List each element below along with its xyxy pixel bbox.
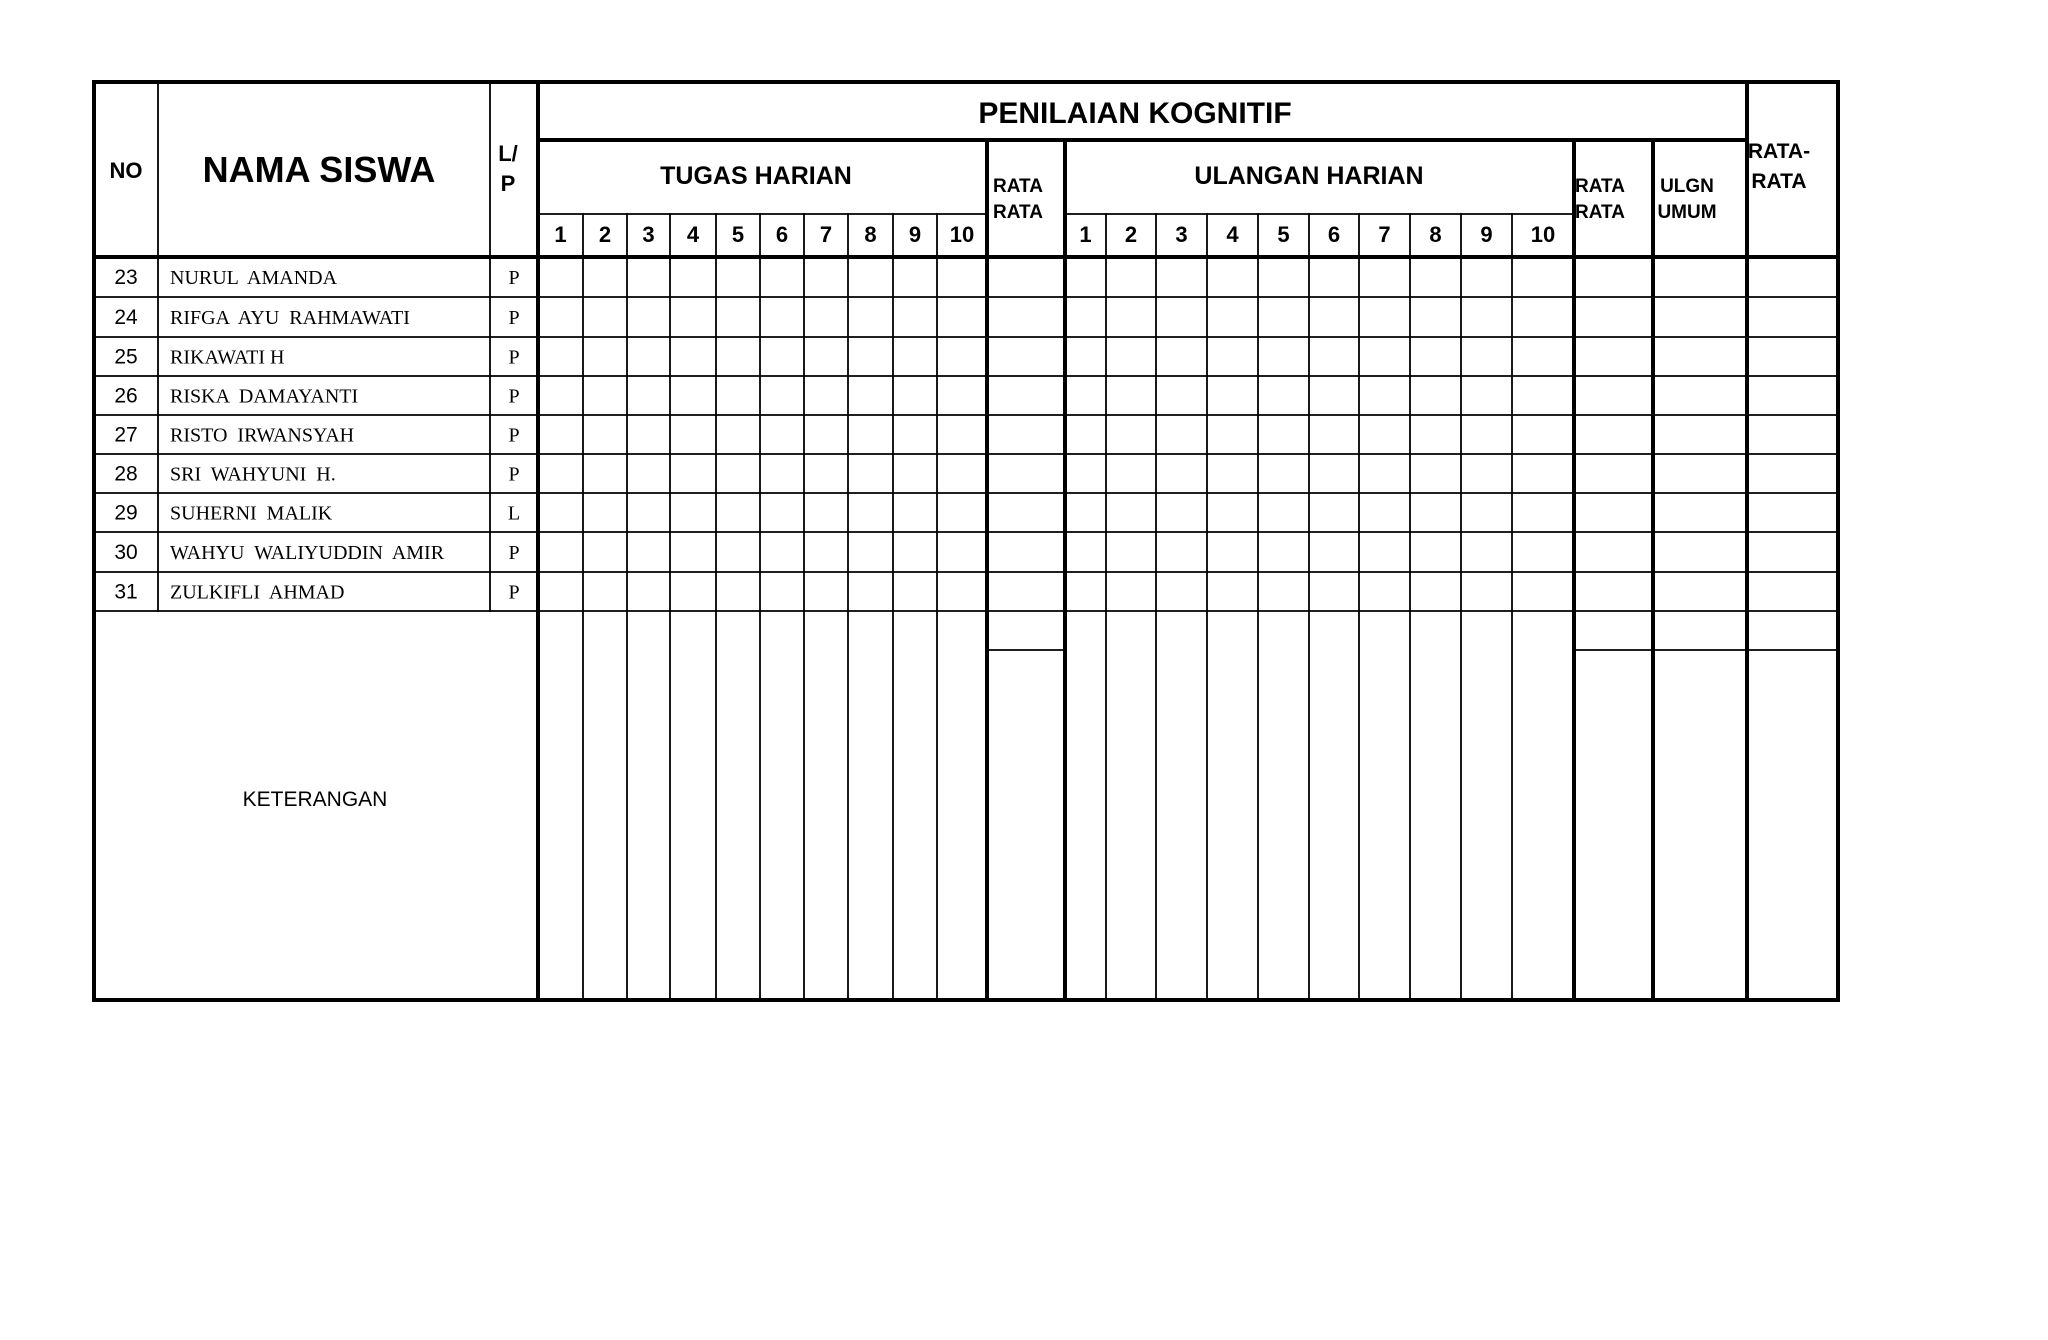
ulangan-column-number: 9 (1480, 222, 1493, 247)
tugas-column-number: 10 (949, 222, 975, 247)
ulangan-number-row (1079, 222, 1555, 247)
header-rata-rata-tugas-line2: RATA (993, 202, 1043, 223)
student-number: 30 (114, 541, 138, 564)
student-gender: P (508, 581, 520, 604)
header-rata-rata-ulangan-line2: RATA (1575, 202, 1625, 223)
table-row (114, 385, 519, 408)
ulangan-column-number: 8 (1429, 222, 1442, 247)
student-gender: P (508, 542, 520, 564)
student-gender: P (508, 385, 520, 408)
student-name: SRI WAHYUNI H. (170, 463, 336, 486)
table-row (114, 424, 519, 447)
student-name: RIKAWATI H (170, 346, 285, 369)
tugas-column-number: 7 (819, 222, 833, 247)
student-number: 26 (114, 384, 138, 408)
student-number: 24 (114, 306, 138, 329)
ulangan-column-number: 1 (1079, 222, 1092, 247)
student-name: RISTO IRWANSYAH (170, 424, 355, 447)
ulangan-column-number: 6 (1327, 222, 1341, 247)
student-gender: P (508, 267, 520, 289)
student-gender: P (508, 346, 520, 369)
student-number: 31 (114, 580, 138, 604)
student-name: WAHYU WALIYUDDIN AMIR (170, 542, 445, 564)
tugas-column-number: 2 (598, 222, 612, 247)
student-gender: P (508, 463, 520, 486)
student-number: 28 (114, 462, 138, 486)
ulangan-column-number: 5 (1277, 222, 1290, 247)
tugas-column-number: 4 (686, 222, 700, 247)
header-lp-line1: L/ (498, 141, 518, 166)
tugas-column-number: 6 (775, 222, 789, 247)
tugas-column-number: 3 (642, 222, 655, 247)
header-rata-rata-ulangan-line1: RATA (1575, 176, 1625, 197)
header-ulgn-umum-line2: UMUM (1657, 202, 1717, 223)
header-lp-line2: P (500, 171, 516, 196)
ulangan-column-number: 4 (1226, 222, 1239, 247)
tugas-column-number: 9 (908, 222, 922, 247)
table-row (114, 541, 519, 564)
student-number: 23 (114, 266, 138, 289)
header-ulangan-harian: ULANGAN HARIAN (1194, 162, 1424, 190)
tugas-number-row (554, 222, 974, 247)
table-row (114, 266, 519, 289)
student-number: 27 (114, 423, 138, 447)
table-row (114, 581, 519, 604)
header-ulgn-umum-line1: ULGN (1660, 176, 1714, 197)
table-row (114, 502, 520, 525)
student-name: RISKA DAMAYANTI (170, 385, 359, 408)
student-gender: L (507, 502, 521, 525)
ulangan-column-number: 7 (1378, 222, 1391, 247)
header-penilaian-kognitif: PENILAIAN KOGNITIF (978, 97, 1292, 130)
header-rata-rata-final-line1: RATA- (1747, 140, 1811, 163)
tugas-column-number: 5 (731, 222, 745, 247)
student-name: NURUL AMANDA (170, 267, 338, 289)
student-gender: P (508, 424, 520, 447)
table-row (114, 306, 519, 329)
student-name: RIFGA AYU RAHMAWATI (170, 307, 410, 329)
ulangan-column-number: 3 (1175, 222, 1188, 247)
footer-keterangan: KETERANGAN (242, 788, 388, 811)
header-nama-siswa: NAMA SISWA (202, 149, 436, 190)
student-rows (114, 266, 520, 604)
header-tugas-harian: TUGAS HARIAN (660, 162, 852, 190)
tugas-column-number: 1 (554, 222, 567, 247)
table-row (114, 463, 519, 486)
table-row (114, 346, 519, 369)
student-gender: P (508, 307, 520, 329)
header-rata-rata-final-line2: RATA (1751, 170, 1807, 193)
student-number: 29 (114, 501, 138, 525)
student-number: 25 (114, 345, 138, 369)
ulangan-column-number: 2 (1124, 222, 1138, 247)
tugas-column-number: 8 (864, 222, 877, 247)
student-name: ZULKIFLI AHMAD (170, 581, 345, 604)
ulangan-column-number: 10 (1530, 222, 1556, 247)
header-rata-rata-tugas-line1: RATA (993, 176, 1043, 197)
header-no: NO (109, 158, 143, 183)
student-name: SUHERNI MALIK (170, 502, 333, 525)
